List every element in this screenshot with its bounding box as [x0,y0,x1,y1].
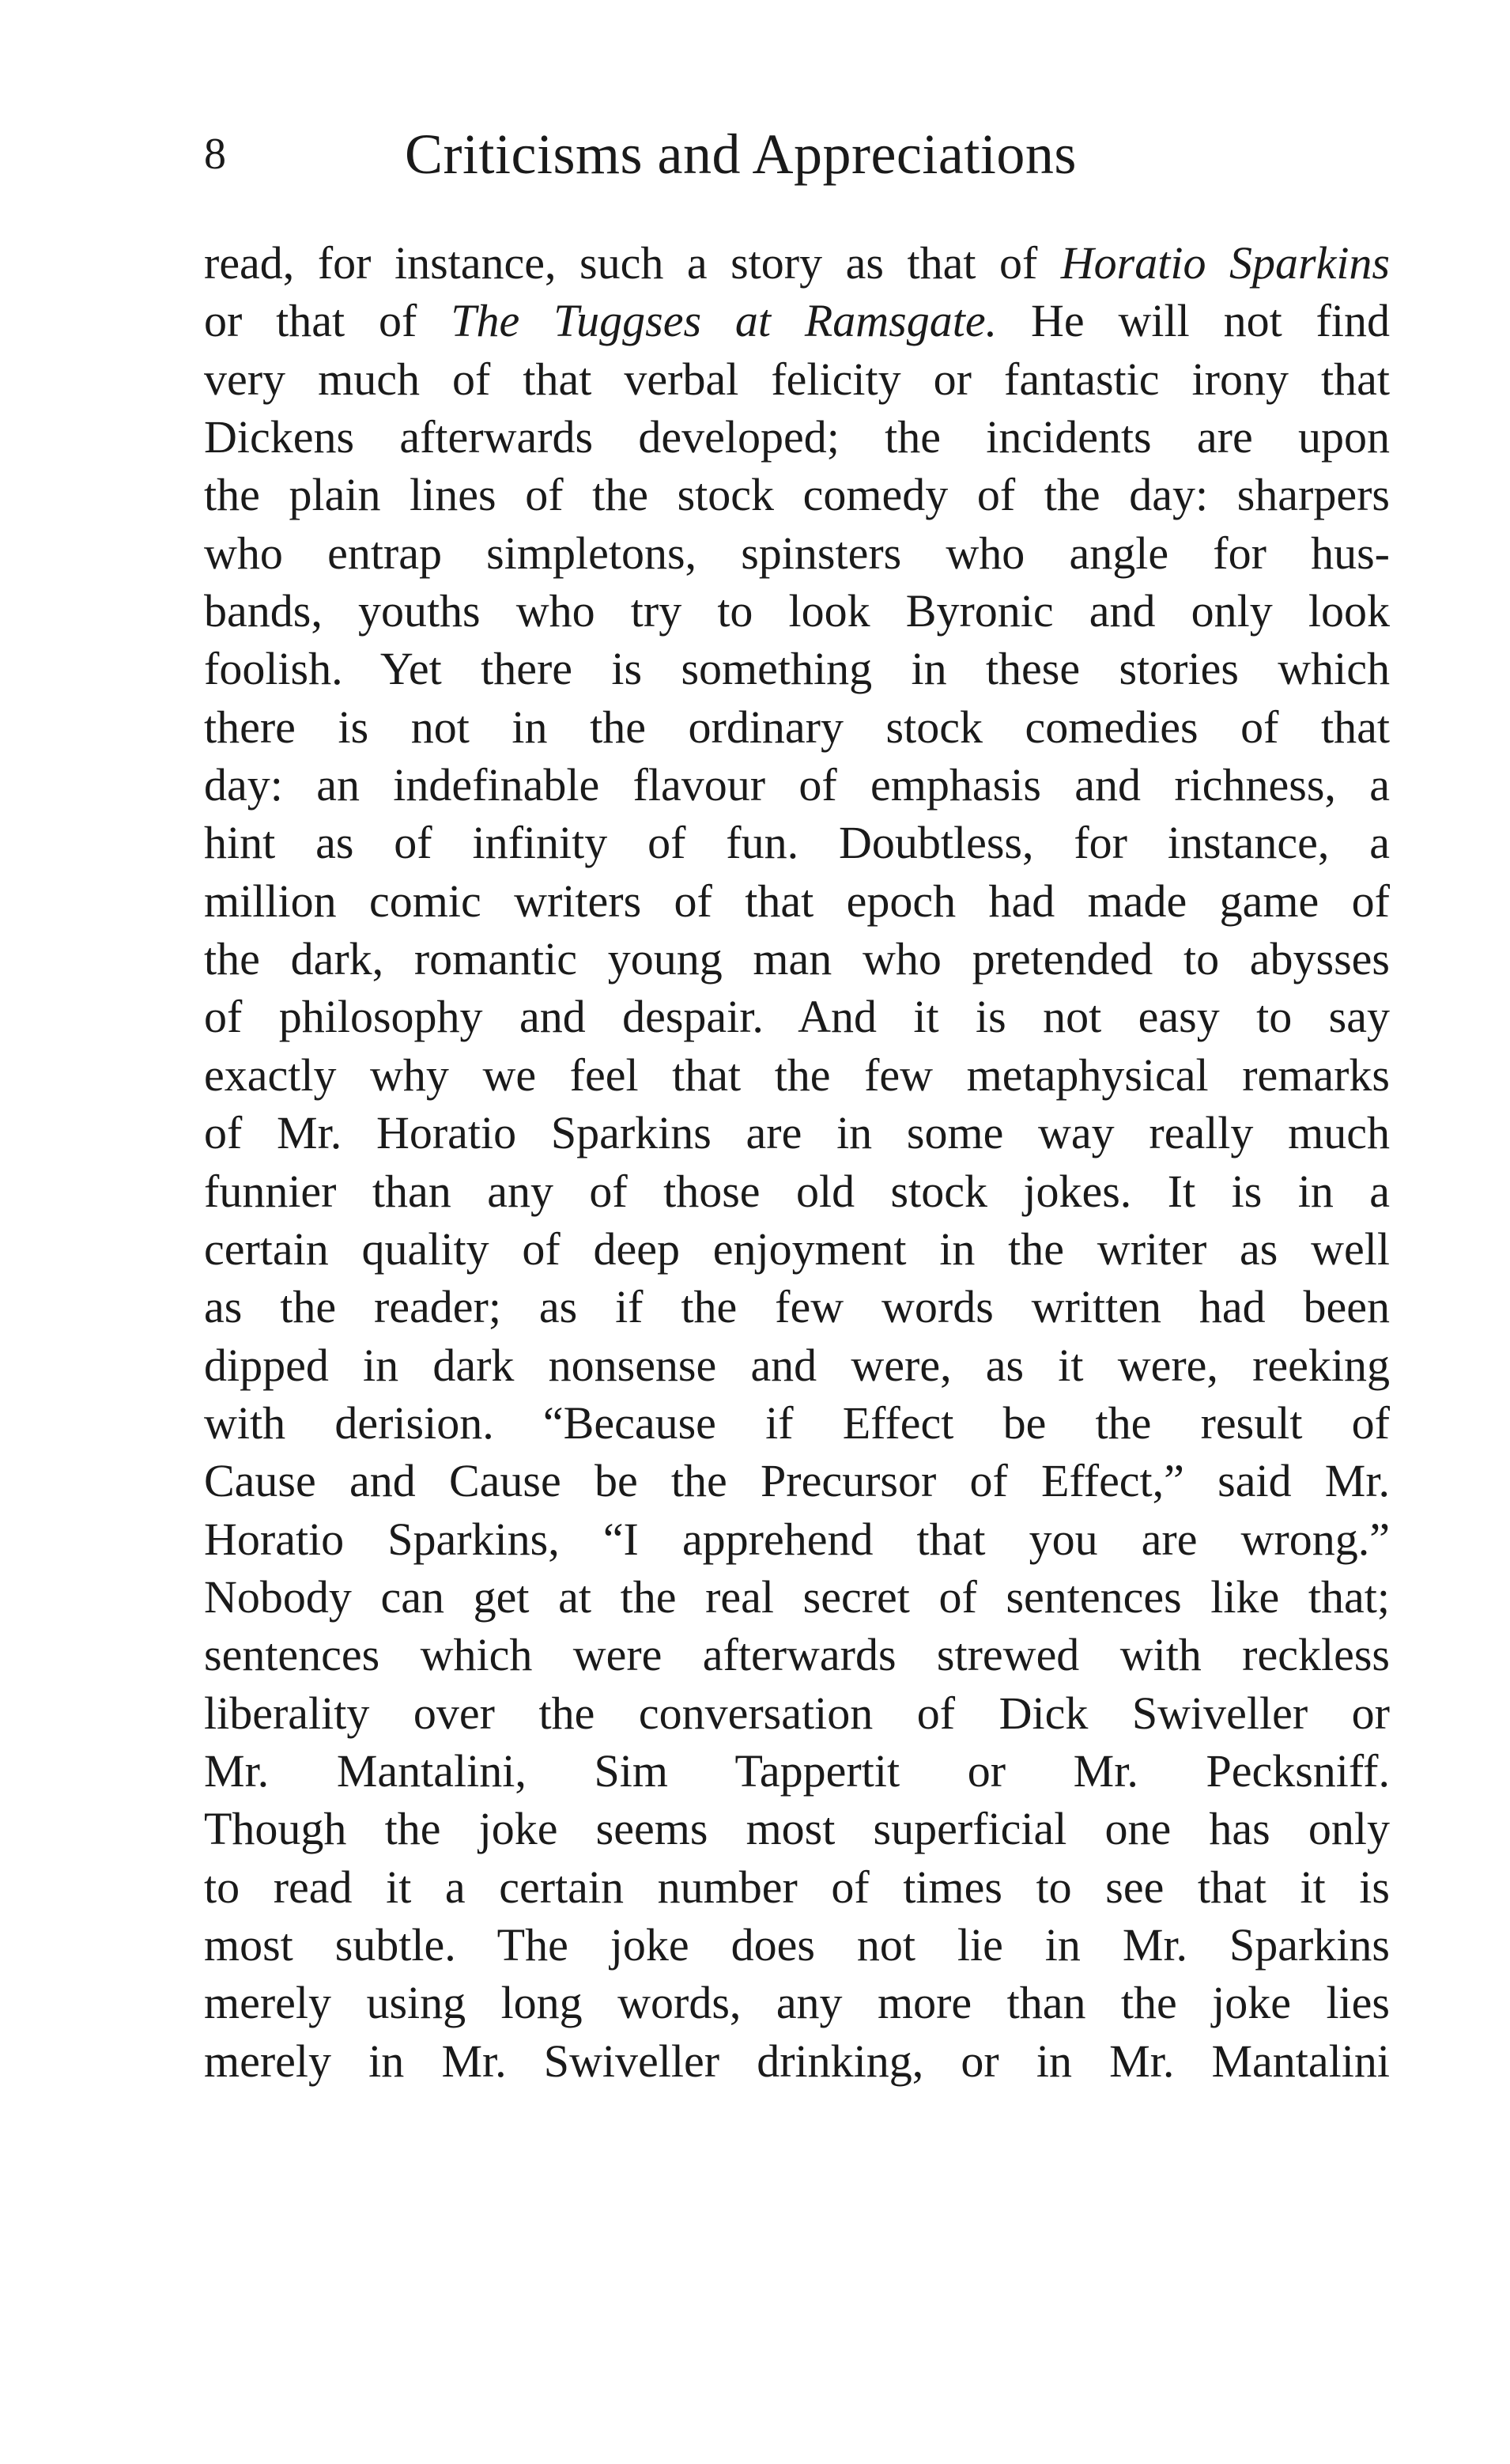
text-run: who entrap simpletons, spinsters who angle for hus- [204,527,1390,579]
text-run: with derision. “Because if Effect be the result of [204,1396,1390,1449]
text-run: foolish. Yet there is something in these stories which [204,643,1390,695]
text-run: Mr. Mantalini, Sim Tappertit or Mr. Pecksniff. [204,1744,1390,1797]
text-line [204,1916,1390,1974]
text-line [204,524,1390,582]
text-run: day: an indefinable flavour of emphasis and richness, a [204,759,1390,811]
text-line [204,234,1390,292]
text-run: Dickens afterwards developed; the incidents are upon [204,411,1390,463]
text-line [204,1452,1390,1510]
text-line [204,1858,1390,1916]
text-line [204,814,1390,871]
text-line [204,1104,1390,1162]
text-line [204,1162,1390,1220]
text-line [204,1394,1390,1452]
text-line [204,408,1390,466]
text-run: read, for instance, such a story as that of [204,237,1061,289]
text-run: as the reader; as if the few words written had been [204,1281,1390,1333]
text-line [204,1336,1390,1394]
text-run: very much of that verbal felicity or fantastic irony that [204,353,1390,405]
text-line [204,1742,1390,1800]
text-line [204,1278,1390,1336]
text-run: million comic writers of that epoch had made game of [204,875,1390,927]
italic-title: Horatio Sparkins [1060,237,1390,289]
text-run: funnier than any of those old stock jokes. It is in a [204,1165,1390,1217]
text-run: Nobody can get at the real secret of sentences like that; [204,1570,1390,1623]
text-run: most subtle. The joke does not lie in Mr. Sparkins [204,1918,1390,1971]
text-run: exactly why we feel that the few metaphysical remarks [204,1049,1390,1101]
text-run: there is not in the ordinary stock comedies of that [204,701,1390,753]
text-run: bands, youths who try to look Byronic and only look [204,585,1390,637]
text-line [204,1510,1390,1568]
text-run: the plain lines of the stock comedy of the day: sharpers [204,469,1390,521]
text-line [204,1974,1390,2031]
text-run: hint as of infinity of fun. Doubtless, for instance, a [204,817,1390,869]
running-head [204,119,1390,190]
text-run: Cause and Cause be the Precursor of Effect,” said Mr. [204,1455,1390,1507]
text-line [204,1626,1390,1684]
text-run: certain quality of deep enjoyment in the writer as well [204,1223,1390,1275]
italic-title: The Tuggses at Ramsgate. [451,295,998,347]
text-run: sentences which were afterwards strewed with reckless [204,1629,1390,1681]
text-line [204,466,1390,523]
text-line [204,930,1390,988]
text-run: of philosophy and despair. And it is not easy to say [204,991,1390,1043]
text-run: or that of [204,295,451,347]
text-run: of Mr. Horatio Sparkins are in some way really much [204,1107,1390,1159]
text-line [204,872,1390,930]
text-line [204,1220,1390,1278]
text-line [204,1800,1390,1857]
text-line [204,350,1390,408]
text-run: to read it a certain number of times to see that it is [204,1861,1390,1913]
text-run: dipped in dark nonsense and were, as it were, reeking [204,1339,1390,1391]
text-run: merely using long words, any more than the joke lies [204,1977,1390,2029]
text-line [204,1684,1390,1742]
running-title: Criticisms and Appreciations [405,123,1077,186]
text-line [204,582,1390,640]
text-run: Though the joke seems most superficial one has only [204,1803,1390,1855]
page-number: 8 [204,130,226,179]
text-line [204,640,1390,697]
text-line [204,2032,1390,2090]
text-line [204,698,1390,756]
text-run: Horatio Sparkins, “I apprehend that you are wrong.” [204,1513,1390,1565]
text-line [204,1046,1390,1104]
body-text [204,234,1390,2090]
text-run: liberality over the conversation of Dick Swiveller or [204,1687,1390,1739]
text-line [204,1568,1390,1626]
text-run: the dark, romantic young man who pretended to abysses [204,933,1390,985]
text-line [204,756,1390,814]
text-run: He will not find [997,295,1390,347]
text-line [204,292,1390,350]
text-line [204,988,1390,1045]
text-run: merely in Mr. Swiveller drinking, or in Mr. Mantalini [204,2035,1390,2087]
